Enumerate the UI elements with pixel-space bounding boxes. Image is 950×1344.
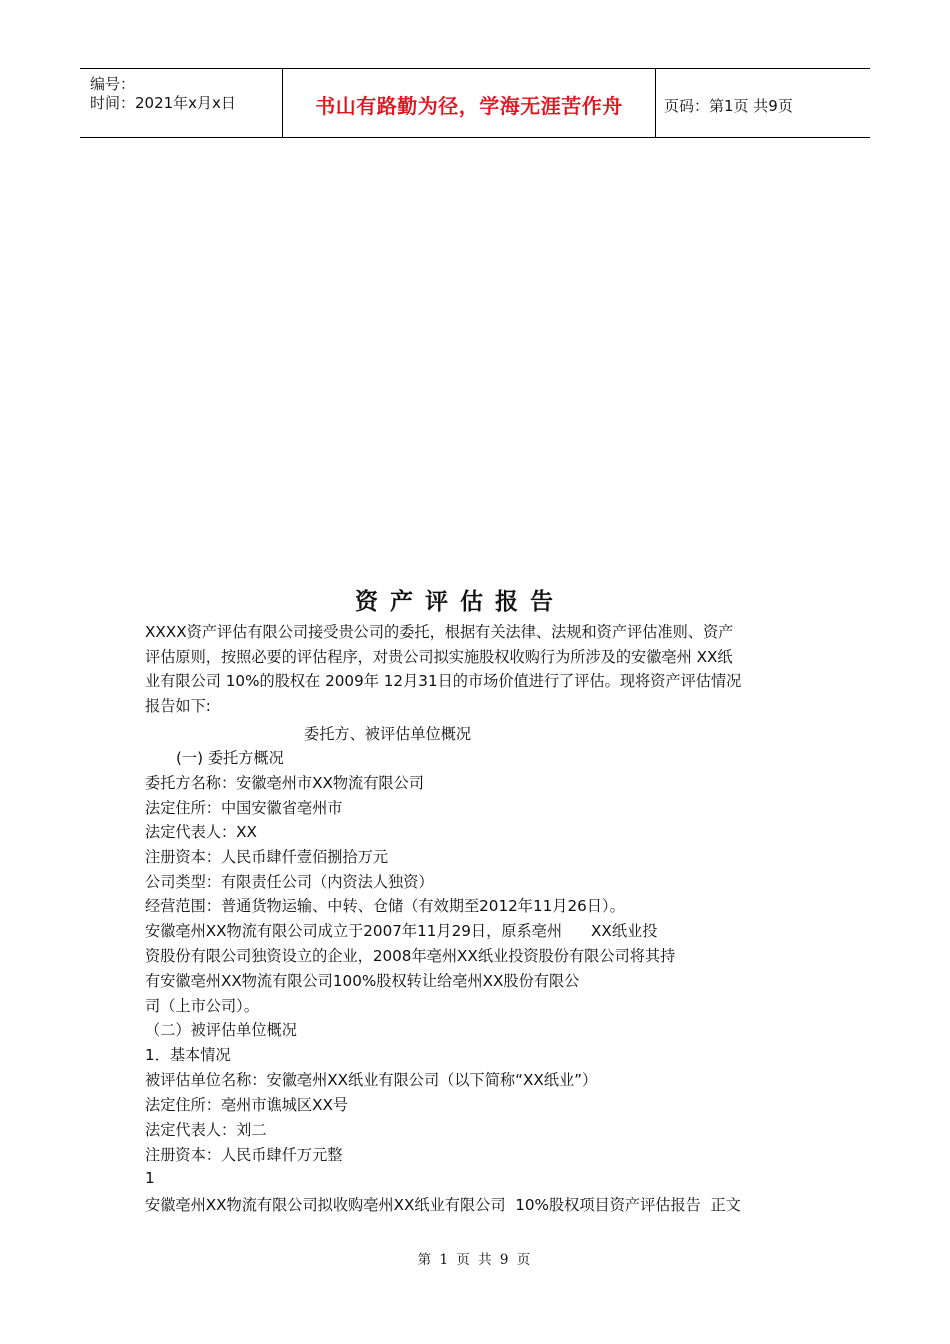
header-middle-cell (283, 69, 656, 137)
header-motto: 书山有路勤为径，学海无涯苦作舟 (315, 94, 623, 118)
subsection-heading-target: （二）被评估单位概况 (145, 1021, 297, 1039)
document-header (80, 68, 870, 138)
intro-paragraph (145, 620, 810, 718)
text-line: 经营范围：普通货物运输、中转、仓储（有效期至2012年11月26日）。 (145, 897, 625, 915)
text-line: 委托方名称：安徽亳州市XX物流有限公司 (145, 774, 424, 792)
page-footer: 第 1 页 共 9 页 (417, 1252, 533, 1268)
header-left-cell (80, 69, 283, 137)
text-line: 注册资本：人民币肆仟壹佰捌拾万元 (145, 848, 388, 866)
text-line: 法定住所：亳州市谯城区XX号 (145, 1096, 349, 1114)
text-line: 被评估单位名称：安徽亳州XX纸业有限公司（以下简称“XX纸业”） (145, 1071, 598, 1089)
inner-page-number: 1 (145, 1169, 155, 1187)
text-line: 法定代表人：刘二 (145, 1121, 267, 1139)
header-right-cell (656, 69, 870, 137)
header-page-indicator: 页码：第1页 共9页 (664, 97, 793, 115)
text-line: 司（上市公司）。 (145, 997, 259, 1015)
intro-line: XXXX资产评估有限公司接受贵公司的委托，根据有关法律、法规和资产评估准则、资产 (145, 623, 734, 641)
document-title: 资产评估报告 (355, 588, 565, 615)
text-line: 法定住所：中国安徽省亳州市 (145, 799, 343, 817)
text-line: 资股份有限公司独资设立的企业，2008年亳州XX纸业投资股份有限公司将其持 (145, 947, 676, 965)
intro-line: 业有限公司 10%的股权在 2009年 12月31日的市场价值进行了评估。现将资产评估情况 (145, 672, 742, 690)
intro-line: 报告如下: (145, 696, 211, 715)
text-line: 有安徽亳州XX物流有限公司100%股权转让给亳州XX股份有限公 (145, 972, 580, 990)
subsection-heading-client: (一) 委托方概况 (176, 749, 284, 767)
text-line: 法定代表人：XX (145, 823, 257, 841)
text-line: 1．基本情况 (145, 1046, 231, 1064)
text-line: 安徽亳州XX物流有限公司成立于2007年11月29日，原系亳州 XX纸业投 (145, 922, 658, 940)
text-line: 公司类型：有限责任公司（内资法人独资） (145, 873, 434, 891)
document-time-label: 时间：2021年x月x日 (90, 94, 236, 112)
running-footer-title: 安徽亳州XX物流有限公司拟收购亳州XX纸业有限公司 10%股权项目资产评估报告 正文 (145, 1196, 741, 1214)
section-heading: 委托方、被评估单位概况 (304, 725, 472, 743)
document-number-label: 编号： (90, 75, 136, 93)
intro-line: 评估原则，按照必要的评估程序，对贵公司拟实施股权收购行为所涉及的安徽亳州 XX纸 (145, 647, 733, 666)
text-line: 注册资本：人民币肆仟万元整 (145, 1146, 343, 1164)
